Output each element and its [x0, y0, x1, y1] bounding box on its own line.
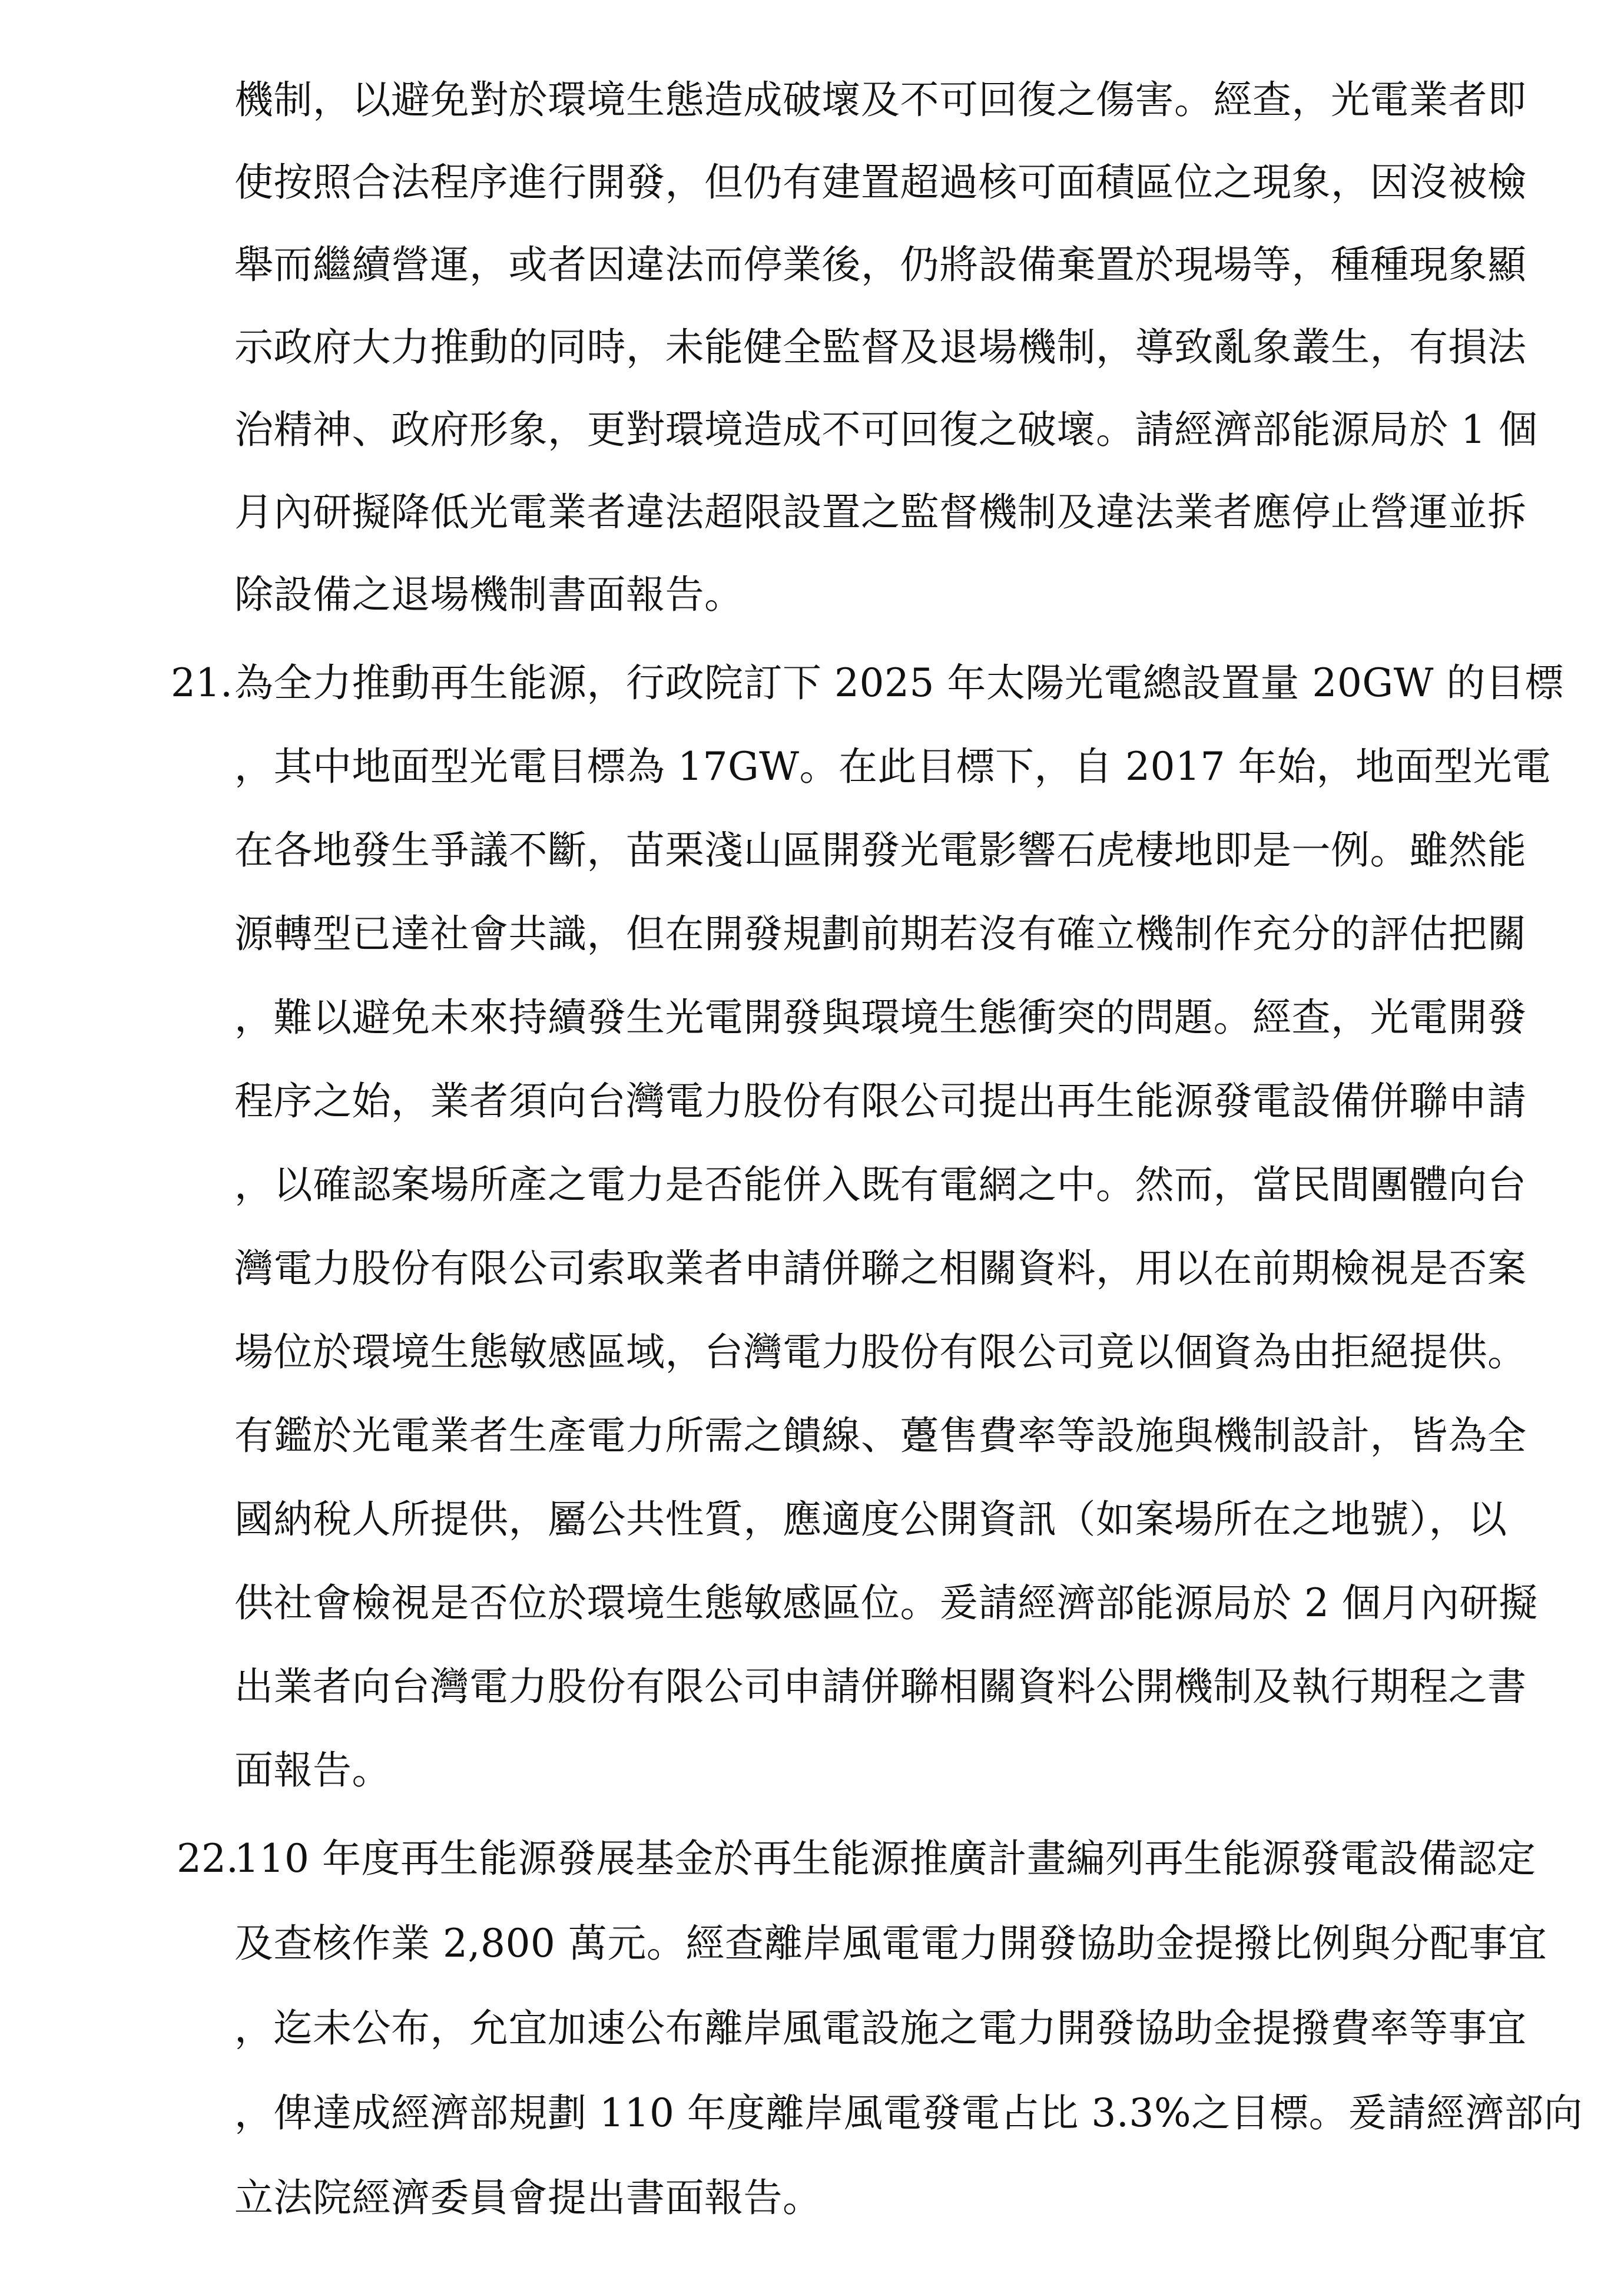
paragraph-line: 面報告。 — [234, 1748, 391, 1793]
paragraph-line: 月內研擬降低光電業者違法超限設置之監督機制及違法業者應停止營運並拆 — [234, 489, 1527, 535]
item-number: 21. — [171, 660, 233, 706]
paragraph-line: ，俾達成經濟部規劃 110 年度離岸風電發電占比 3.3%之目標。爰請經濟部向 — [234, 2090, 1583, 2136]
paragraph-line: 源轉型已達社會共識，但在開發規劃前期若沒有確立機制作充分的評估把關 — [234, 911, 1527, 957]
paragraph-line: 有鑑於光電業者生產電力所需之饋線、躉售費率等設施與機制設計，皆為全 — [234, 1413, 1527, 1458]
paragraph-line: ，迄未公布，允宜加速公布離岸風電設施之電力開發協助金提撥費率等事宜 — [234, 2006, 1527, 2051]
paragraph-line: 出業者向台灣電力股份有限公司申請併聯相關資料公開機制及執行期程之書 — [234, 1664, 1527, 1709]
paragraph-line: 供社會檢視是否位於環境生態敏感區位。爰請經濟部能源局於 2 個月內研擬 — [234, 1580, 1538, 1626]
paragraph-line: ，以確認案場所產之電力是否能併入既有電網之中。然而，當民間團體向台 — [234, 1162, 1527, 1207]
paragraph-line: 舉而繼續營運，或者因違法而停業後，仍將設備棄置於現場等，種種現象顯 — [234, 242, 1527, 287]
paragraph-line: 立法院經濟委員會提出書面報告。 — [234, 2175, 822, 2221]
paragraph-line: 國納稅人所提供，屬公共性質，應適度公開資訊（如案場所在之地號），以 — [234, 1497, 1507, 1542]
paragraph-line: 為全力推動再生能源，行政院訂下 2025 年太陽光電總設置量 20GW 的目標 — [234, 660, 1564, 706]
paragraph-line: 在各地發生爭議不斷，苗栗淺山區開發光電影響石虎棲地即是一例。雖然能 — [234, 828, 1527, 873]
paragraph-line: 灣電力股份有限公司索取業者申請併聯之相關資料，用以在前期檢視是否案 — [234, 1246, 1527, 1291]
paragraph-line: ，其中地面型光電目標為 17GW。在此目標下，自 2017 年始，地面型光電 — [234, 744, 1552, 789]
paragraph-line: 110 年度再生能源發展基金於再生能源推廣計畫編列再生能源發電設備認定 — [234, 1836, 1536, 1881]
paragraph-line: 使按照合法程序進行開發，但仍有建置超過核可面積區位之現象，因沒被檢 — [234, 160, 1527, 205]
paragraph-line: 機制，以避免對於環境生態造成破壞及不可回復之傷害。經查，光電業者即 — [234, 77, 1527, 123]
paragraph-line: 治精神、政府形象，更對環境造成不可回復之破壞。請經濟部能源局於 1 個 — [234, 407, 1538, 452]
paragraph-line: ，難以避免未來持續發生光電開發與環境生態衝突的問題。經查，光電開發 — [234, 995, 1527, 1040]
paragraph-line: 場位於環境生態敏感區域，台灣電力股份有限公司竟以個資為由拒絕提供。 — [234, 1329, 1527, 1375]
item-number: 22. — [177, 1836, 238, 1881]
paragraph-line: 程序之始，業者須向台灣電力股份有限公司提出再生能源發電設備併聯申請 — [234, 1078, 1527, 1124]
paragraph-line: 除設備之退場機制書面報告。 — [234, 572, 744, 617]
paragraph-line: 及查核作業 2,800 萬元。經查離岸風電電力開發協助金提撥比例與分配事宜 — [234, 1921, 1547, 1966]
paragraph-line: 示政府大力推動的同時，未能健全監督及退場機制，導致亂象叢生，有損法 — [234, 325, 1527, 370]
